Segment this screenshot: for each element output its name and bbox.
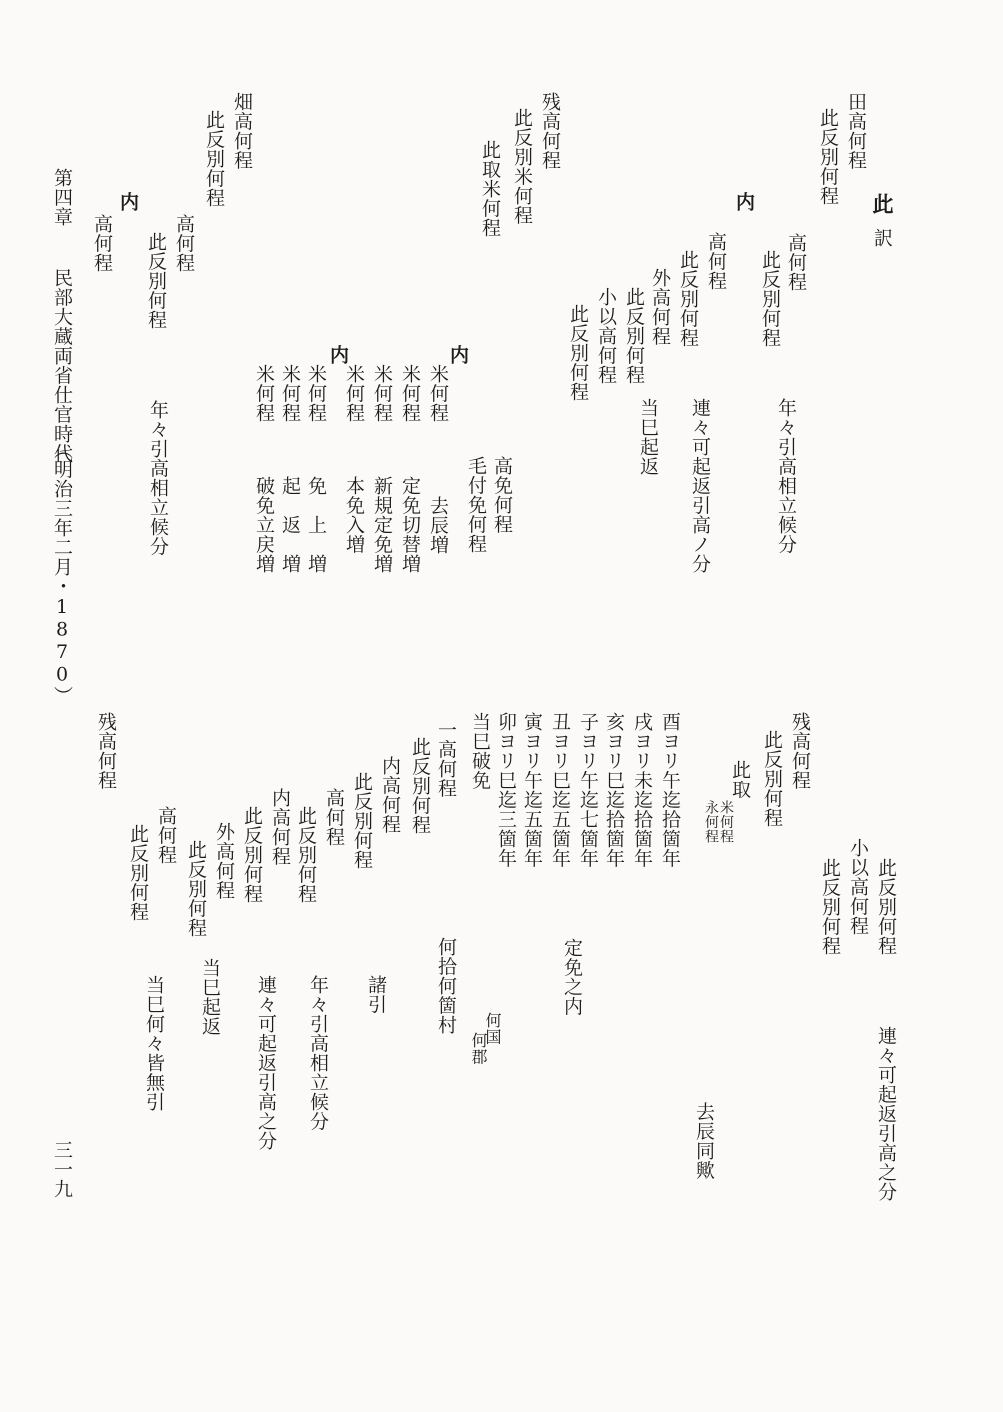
nennen-hiki-1: 年々引高相立候分	[775, 398, 797, 554]
mai-row-b: 起 返 増	[279, 476, 301, 574]
mai-row-a: 米何程	[343, 364, 365, 423]
hata-taka-1-hanbetsu: 此反別何程	[145, 232, 167, 330]
taka-2: 高何程	[705, 232, 727, 291]
ichi-hanbetsu: 此反別何程	[409, 737, 431, 835]
uchi-taka-hanbetsu: 此反別何程	[351, 772, 373, 870]
wake-heading: 訳	[871, 228, 893, 248]
zan-hanbetsu-mai: 此反別米何程	[511, 108, 533, 225]
hata-taka-1: 高何程	[173, 214, 195, 273]
taka-3-hanbetsu: 此反別何程	[127, 824, 149, 922]
uchi-label-1: 内	[733, 192, 755, 212]
zan-torimai: 此取米何程	[479, 140, 501, 238]
renren-bottom-right: 連々可起返引高之分	[875, 1026, 897, 1202]
running-head-chapter: 第四章	[51, 168, 73, 227]
toumi-hamen: 当巳破免	[469, 712, 491, 790]
ta-taka: 田高何程	[845, 92, 867, 170]
shobiki: 諸引	[365, 975, 387, 1014]
zan-taka-top: 残高何程	[539, 92, 561, 170]
zan-hanbetsu-bottom: 此反別何程	[761, 730, 783, 828]
toumi-okori-top: 当巳起返	[637, 398, 659, 476]
ta-hanbetsu: 此反別何程	[817, 108, 839, 206]
torimai-mai: 米何程	[718, 800, 734, 844]
running-head-date: （明治三年二月・1870）	[51, 440, 73, 706]
torimai-ei: 永何程	[703, 800, 719, 844]
nennen-bottom: 年々引高相立候分	[307, 975, 329, 1131]
running-head-title: 民部大蔵両省仕官時代	[51, 268, 73, 463]
soto-taka-bottom: 外高何程	[213, 822, 235, 900]
hata-taka-2: 高何程	[91, 214, 113, 273]
hata-taka: 畑高何程	[231, 92, 253, 170]
year-range: 丑ヨリ巳迄五箇年	[549, 712, 571, 868]
uchi-taka: 内高何程	[379, 756, 401, 834]
mai-row-a: 米何程	[427, 364, 449, 423]
shoi-taka: 小以高何程	[595, 287, 617, 385]
year-range: 卯ヨリ巳迄三箇年	[495, 712, 517, 868]
shoi-hanbetsu: 此反別何程	[567, 304, 589, 402]
soto-hanbetsu-bottom: 此反別何程	[185, 840, 207, 938]
hata-hanbetsu: 此反別何程	[203, 110, 225, 208]
uchi-label-2: 内	[447, 345, 469, 365]
mai-row-b: 免 上 増	[305, 476, 327, 574]
zan-taka-left: 残高何程	[95, 712, 117, 790]
teimen-no-uchi: 定免之内	[561, 938, 583, 1016]
mai-row-b: 定免切替増	[399, 476, 421, 574]
taka-bottom-hanbetsu: 此反別何程	[295, 806, 317, 904]
zan-taka-bottom: 残高何程	[789, 712, 811, 790]
soto-taka: 外高何程	[649, 268, 671, 346]
mai-row-a: 米何程	[371, 364, 393, 423]
koku: 何国	[483, 1012, 502, 1045]
taka-bottom: 高何程	[323, 788, 345, 847]
kyotatsu: 去辰同歟	[693, 1102, 715, 1180]
page-number: 三一九	[51, 1140, 73, 1199]
kono-hanbetsu: 此反別何程	[875, 858, 897, 956]
mai-row-a: 米何程	[253, 364, 275, 423]
gun: 何郡	[469, 1032, 488, 1065]
mai-row-b: 去辰増	[427, 496, 449, 555]
taka-2-hanbetsu: 此反別何程	[677, 250, 699, 348]
kou-men: 高免何程	[491, 456, 513, 534]
taka-1-hanbetsu: 此反別何程	[759, 250, 781, 348]
mai-row-b: 本免入増	[343, 476, 365, 554]
ichi-taka: 一高何程	[435, 720, 457, 798]
year-range: 酉ヨリ午迄拾箇年	[659, 712, 681, 868]
kemen: 毛付免何程	[465, 456, 487, 554]
shoi-hanbetsu-bottom: 此反別何程	[819, 858, 841, 956]
mai-row-b: 新規定免増	[371, 476, 393, 574]
nanju-kason: 何拾何箇村	[435, 937, 457, 1035]
year-range: 戌ヨリ未迄拾箇年	[631, 712, 653, 868]
taka-3: 高何程	[155, 806, 177, 865]
uchi-label-4: 内	[117, 192, 139, 212]
mai-row-b: 破免立戻増	[253, 476, 275, 574]
mai-row-a: 米何程	[305, 364, 327, 423]
year-range: 子ヨリ午迄七箇年	[577, 712, 599, 868]
toumi-okori-bottom: 当巳起返	[199, 958, 221, 1036]
uchi-taka-2: 内高何程	[269, 788, 291, 866]
taka-1: 高何程	[785, 233, 807, 292]
uchi-taka-2-hanbetsu: 此反別何程	[241, 806, 263, 904]
shoi-taka-bottom: 小以高何程	[847, 838, 869, 936]
soto-hanbetsu: 此反別何程	[623, 287, 645, 385]
kono-heading: 此	[870, 193, 895, 215]
mai-row-a: 米何程	[399, 364, 421, 423]
year-range: 亥ヨリ巳迄拾箇年	[603, 712, 625, 868]
nennen-hiki-2: 年々引高相立候分	[147, 400, 169, 556]
minabiki: 当巳何々皆無引	[143, 975, 165, 1112]
mai-row-a: 米何程	[279, 364, 301, 423]
year-range: 寅ヨリ午迄五箇年	[521, 712, 543, 868]
torimai-label: 此取	[729, 760, 751, 799]
uchi-label-3: 内	[327, 345, 349, 365]
renren-1: 連々可起返引高ノ分	[689, 398, 711, 574]
renren-bottom: 連々可起返引高之分	[255, 975, 277, 1151]
